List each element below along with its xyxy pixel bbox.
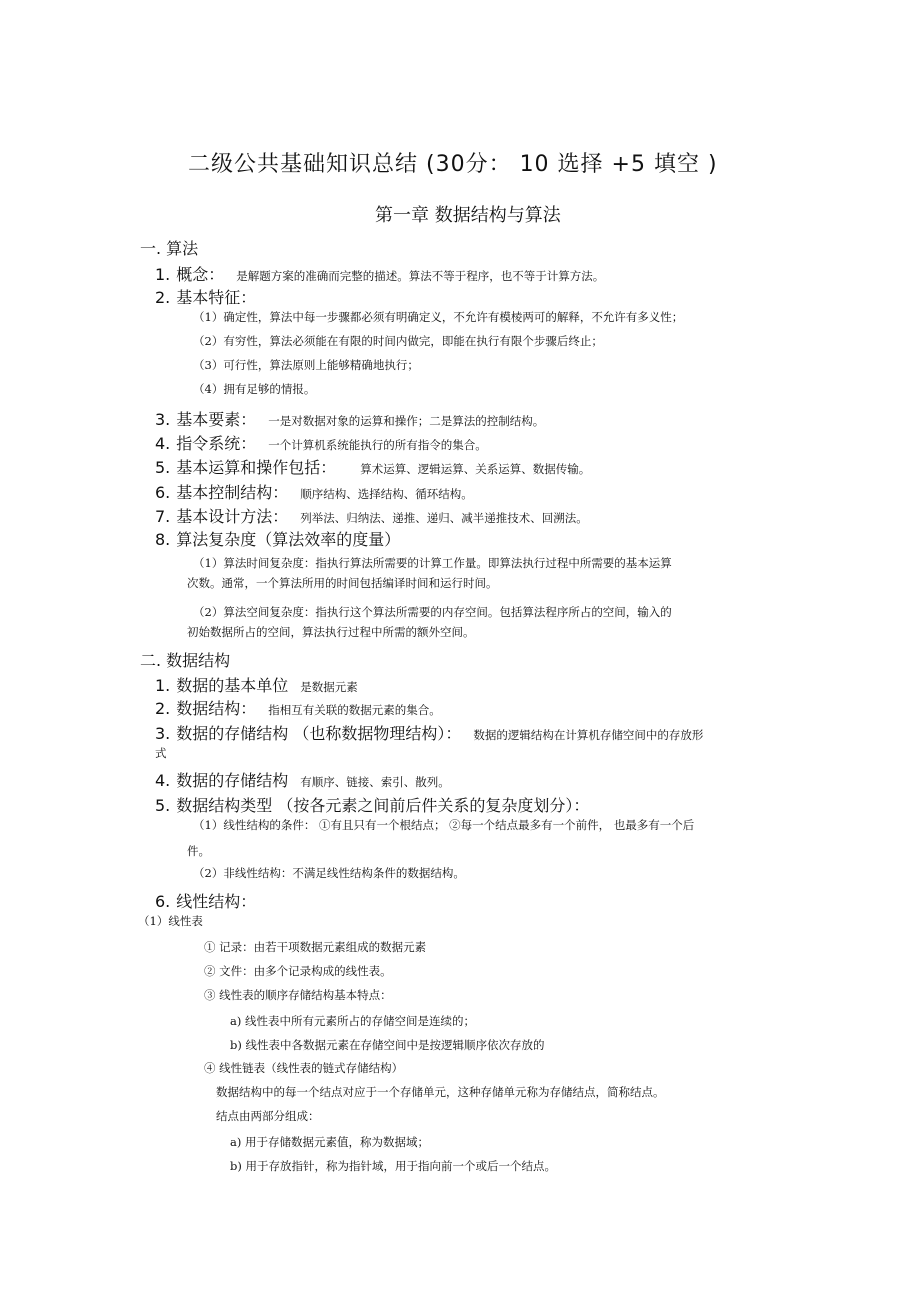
type-line: （2）非线性结构：不满足线性结构条件的数据结构。: [193, 866, 465, 880]
item-storage-structure: [155, 721, 703, 744]
letter-item: a) 用于存储数据元素值，称为数据域；: [230, 1135, 429, 1149]
wrap-line: 式: [155, 746, 167, 760]
item-desc: 有顺序、链接、索引、散列。: [300, 775, 450, 789]
circled-item: ④ 线性链表（线性表的链式存储结构）: [204, 1061, 404, 1075]
circled-item: ② 文件：由多个记录构成的线性表。: [204, 964, 392, 978]
section-heading-algorithm: 一. 算法: [140, 239, 199, 258]
item-number: 1.: [155, 265, 171, 284]
item-number: 8.: [155, 530, 171, 549]
item-number: 5.: [155, 458, 171, 477]
item-basic-unit: [155, 673, 358, 696]
item-design: [155, 504, 588, 527]
item-heading: 数据的基本单位: [176, 676, 289, 695]
item-elements: [155, 407, 544, 430]
item-desc: 算术运算、逻辑运算、关系运算、数据传输。: [360, 462, 591, 476]
item-instructions: [155, 431, 487, 454]
circled-item: ③ 线性表的顺序存储结构基本特点：: [204, 988, 392, 1002]
item-heading: 数据结构：: [176, 699, 257, 718]
item-complexity: [155, 527, 400, 550]
complexity-line: 次数。通常，一个算法所用的时间包括编译时间和运行时间。: [187, 576, 498, 590]
item-operations: [155, 455, 590, 478]
circled-item: ① 记录：由若干项数据元素组成的数据元素: [204, 940, 427, 954]
item-features: [155, 285, 256, 308]
item-desc: 数据的逻辑结构在计算机存储空间中的存放形: [473, 728, 704, 742]
sub-heading-linear-list: （1）线性表: [138, 914, 203, 928]
item-desc: 是数据元素: [300, 680, 358, 694]
section-heading-data-structure: 二. 数据结构: [140, 651, 231, 670]
item-heading: 数据结构类型 （按各元素之间前后件关系的复杂度划分）：: [176, 796, 590, 815]
item-number: 2.: [155, 288, 171, 307]
item-heading: 基本控制结构：: [176, 483, 289, 502]
item-heading: 基本运算和操作包括：: [176, 458, 337, 477]
complexity-line: 初始数据所占的空间，算法执行过程中所需的额外空间。: [187, 625, 475, 639]
item-desc: 一个计算机系统能执行的所有指令的集合。: [268, 438, 487, 452]
item-data-structure: [155, 696, 441, 719]
item-number: 1.: [155, 676, 171, 695]
paragraph-line: 数据结构中的每一个结点对应于一个存储单元，这种存储单元称为存储结点，简称结点。: [216, 1085, 665, 1099]
feature-line: （1）确定性，算法中每一步骤都必须有明确定义，不允许有模棱两可的解释，不允许有多义性；: [193, 310, 684, 324]
item-number: 7.: [155, 507, 171, 526]
item-control: [155, 480, 473, 503]
item-structure-types: [155, 793, 589, 816]
item-number: 6.: [155, 483, 171, 502]
chapter-title: 第一章 数据结构与算法: [375, 205, 561, 226]
paragraph-line: 结点由两部分组成：: [216, 1109, 320, 1123]
item-heading: 指令系统：: [176, 434, 257, 453]
feature-line: （2）有穷性，算法必须能在有限的时间内做完，即能在执行有限个步骤后终止；: [193, 334, 603, 348]
item-number: 4.: [155, 434, 171, 453]
complexity-line: （2）算法空间复杂度：指执行这个算法所需要的内存空间。包括算法程序所占的空间，输入的: [193, 605, 672, 619]
feature-line: （4）拥有足够的情报。: [193, 382, 316, 396]
item-heading: 数据的存储结构: [176, 771, 289, 790]
complexity-line: （1）算法时间复杂度：指执行算法所需要的计算工作量。即算法执行过程中所需要的基本运算: [193, 556, 672, 570]
item-heading: 数据的存储结构 （也称数据物理结构）：: [176, 724, 462, 743]
item-desc: 列举法、归纳法、递推、递归、减半递推技术、回溯法。: [300, 511, 588, 525]
item-number: 6.: [155, 892, 171, 911]
item-number: 3.: [155, 410, 171, 429]
item-heading: 线性结构：: [176, 892, 257, 911]
item-desc: 顺序结构、选择结构、循环结构。: [300, 487, 473, 501]
item-concept: [155, 262, 604, 285]
item-heading: 算法复杂度（算法效率的度量）: [176, 530, 401, 549]
document-title: 二级公共基础知识总结 (30分： 10 选择 +5 填空 ): [188, 152, 718, 177]
item-desc: 是解题方案的准确而完整的描述。算法不等于程序，也不等于计算方法。: [236, 269, 605, 283]
feature-line: （3）可行性，算法原则上能够精确地执行；: [193, 358, 419, 372]
letter-item: b) 用于存放指针，称为指针域，用于指向前一个或后一个结点。: [230, 1159, 557, 1173]
item-number: 4.: [155, 771, 171, 790]
type-line: 件。: [187, 844, 210, 858]
item-desc: 一是对数据对象的运算和操作；二是算法的控制结构。: [268, 414, 545, 428]
item-desc: 指相互有关联的数据元素的集合。: [268, 703, 441, 717]
item-number: 3.: [155, 724, 171, 743]
item-number: 2.: [155, 699, 171, 718]
item-heading: 概念：: [176, 265, 225, 284]
letter-item: a) 线性表中所有元素所占的存储空间是连续的；: [230, 1014, 475, 1028]
type-line: （1）线性结构的条件： ①有且只有一个根结点； ②每一个结点最多有一个前件， 也最多有一个后: [193, 818, 695, 832]
item-heading: 基本要素：: [176, 410, 257, 429]
item-linear-structure: [155, 889, 256, 912]
letter-item: b) 线性表中各数据元素在存储空间中是按逻辑顺序依次存放的: [230, 1038, 545, 1052]
item-heading: 基本特征：: [176, 288, 257, 307]
item-storage-types: [155, 768, 450, 791]
item-number: 5.: [155, 796, 171, 815]
item-heading: 基本设计方法：: [176, 507, 289, 526]
